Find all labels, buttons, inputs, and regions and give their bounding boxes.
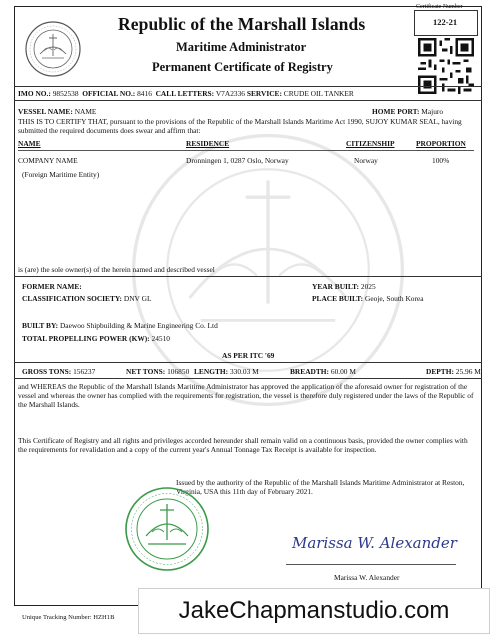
itc-label: AS PER ITC '69	[222, 351, 275, 360]
signature-line	[286, 564, 456, 565]
home-port-label: HOME PORT:	[372, 107, 420, 116]
propelling-power-row	[22, 334, 170, 343]
brand-text: JakeChapmanstudio.com	[178, 597, 450, 624]
administrator-subtitle: Maritime Administrator	[176, 40, 307, 54]
whereas-paragraph: and WHEREAS the Republic of the Marshall Islands Maritime Administrator has approved the application of the aforesaid owner for registration of the vessel and whereas the owner has complied with the requirements for registration, the vessel is therefore duly registered under the laws of the Republic of the Marshall Islands.	[18, 382, 474, 409]
imo-value: 9852538	[52, 89, 79, 98]
depth-value: 25.96 M	[455, 367, 481, 376]
issued-paragraph: Issued by the authority of the Republic of the Marshall Islands Maritime Administrator at Reston, Virginia, USA this 11th day of February 2021.	[176, 478, 465, 496]
ids-row	[18, 89, 354, 98]
length-row	[194, 367, 259, 376]
net-tons-row	[126, 367, 189, 376]
green-seal-icon	[124, 486, 210, 572]
official-label: OFFICIAL NO.:	[82, 89, 136, 98]
vessel-name-value: NAME	[74, 107, 97, 116]
owner-proportion-cell: 100%	[432, 156, 450, 165]
home-port-value: Majuro	[421, 107, 444, 116]
classification-row	[22, 294, 151, 303]
document-title: Permanent Certificate of Registry	[152, 60, 333, 74]
header-divider	[14, 86, 482, 87]
details-divider	[14, 276, 482, 277]
breadth-row	[290, 367, 356, 376]
year-built-value: 2025	[360, 282, 376, 291]
owner-note: (Foreign Maritime Entity)	[22, 170, 100, 179]
place-built-label: PLACE BUILT:	[312, 294, 364, 303]
depth-row	[426, 367, 481, 376]
service-value: CRUDE OIL TANKER	[283, 89, 354, 98]
vessel-name-row	[18, 107, 96, 116]
col-header-citizenship: CITIZENSHIP	[346, 139, 395, 148]
cert-number-value: 122-21	[433, 17, 458, 27]
sole-owner-text: is (are) the sole owner(s) of the herein named and described vessel	[18, 265, 215, 274]
built-by-value: Daewoo Shipbuilding & Marine Engineering Co. Ltd	[59, 321, 218, 330]
former-name-label: FORMER NAME:	[22, 282, 82, 291]
service-label: SERVICE:	[246, 89, 282, 98]
tracking-number: Unique Tracking Number: HZH1B	[22, 614, 115, 621]
imo-label: IMO NO.:	[18, 89, 51, 98]
seal-icon	[24, 20, 82, 78]
net-tons-label: NET TONS:	[126, 367, 166, 376]
ids-divider	[14, 100, 482, 101]
vessel-name-label: VESSEL NAME:	[18, 107, 73, 116]
official-value: 8416	[137, 89, 152, 98]
col-header-name: NAME	[18, 139, 41, 148]
place-built-value: Geoje, South Korea	[365, 294, 424, 303]
tonnage-top-divider	[14, 362, 482, 363]
signature-script: Marissa W. Alexander	[292, 534, 457, 552]
col-header-residence: RESIDENCE	[186, 139, 230, 148]
owner-name-cell: COMPANY NAME	[18, 156, 78, 165]
owner-citizenship-cell: Norway	[354, 156, 378, 165]
call-letters-value: V7A2336	[215, 89, 245, 98]
breadth-value: 60.00 M	[330, 367, 356, 376]
year-built-label: YEAR BUILT:	[312, 282, 360, 291]
depth-label: DEPTH:	[426, 367, 454, 376]
propelling-power-label: TOTAL PROPELLING POWER (KW):	[22, 334, 150, 343]
length-value: 330.03 M	[229, 367, 259, 376]
certify-paragraph: THIS IS TO CERTIFY THAT, pursuant to the provisions of the Republic of the Marshall Islands Maritime Act 1990, SUJOY KUMAR SEAL, having submitted the required documents does swear and affirm that:	[18, 117, 462, 135]
table-header-divider	[18, 150, 474, 151]
classification-label: CLASSIFICATION SOCIETY:	[22, 294, 123, 303]
length-label: LENGTH:	[194, 367, 229, 376]
net-tons-value: 106850	[167, 367, 190, 376]
gross-tons-row	[22, 367, 95, 376]
gross-tons-label: GROSS TONS:	[22, 367, 72, 376]
cert-number-label: Certificate Number	[416, 4, 463, 10]
gross-tons-value: 156237	[73, 367, 96, 376]
signatory-name: Marissa W. Alexander	[334, 573, 400, 582]
built-by-row	[22, 321, 218, 330]
breadth-label: BREADTH:	[290, 367, 330, 376]
built-by-label: BUILT BY:	[22, 321, 59, 330]
year-built-row	[312, 282, 376, 291]
validity-paragraph: This Certificate of Registry and all rights and privileges accorded hereunder shall remain valid on a continuous basis, provided the owner complies with the requirements for revalidation and a copy of the current year's Annual Tonnage Tax Receipt is available for inspection.	[18, 436, 468, 454]
call-letters-label: CALL LETTERS:	[155, 89, 215, 98]
owner-residence-cell: Dronningen 1, 0287 Oslo, Norway	[186, 156, 289, 165]
col-header-proportion: PROPORTION	[416, 139, 466, 148]
tonnage-bottom-divider	[14, 378, 482, 379]
republic-title: Republic of the Marshall Islands	[118, 14, 366, 34]
home-port-row	[372, 107, 443, 116]
watermark-brand-banner	[138, 588, 490, 634]
classification-value: DNV GL	[123, 294, 152, 303]
propelling-power-value: 24510	[151, 334, 170, 343]
place-built-row	[312, 294, 424, 303]
